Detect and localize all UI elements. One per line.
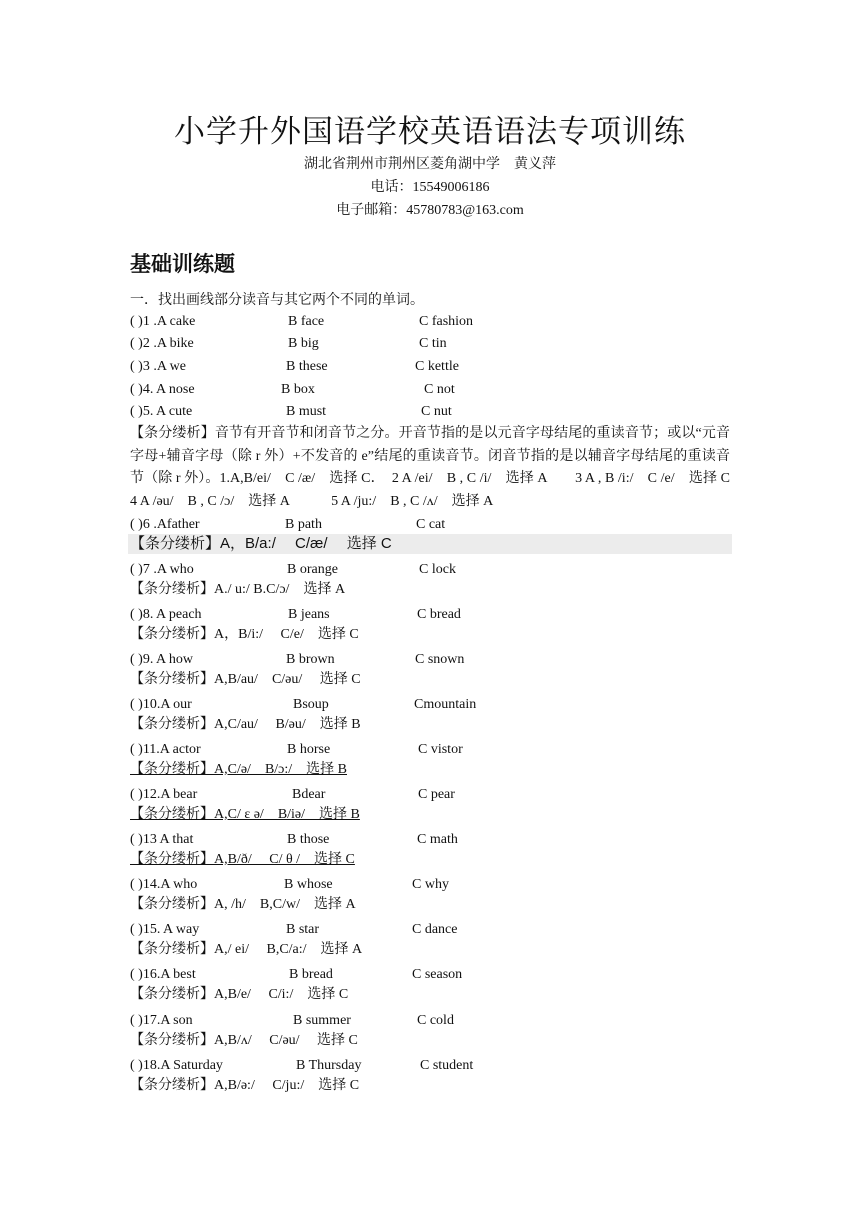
analysis-line: 【条分缕析】A,B/ʌ/ C/əu/ 选择 C [130,1033,358,1048]
question-option-c: C vistor [418,742,463,757]
question-option-a: ( )16.A best [130,967,196,982]
question-option-b: B path [285,517,322,532]
question-option-b: B bread [289,967,333,982]
question-option-b: B summer [293,1013,351,1028]
analysis-line: 【条分缕析】A,C/ə/ B/ɔ:/ 选择 B [130,762,347,777]
question-option-a: ( )17.A son [130,1013,193,1028]
question-option-b: B horse [287,742,331,757]
question-option-c: C lock [419,562,456,577]
question-option-c: C not [424,382,455,397]
question-option-c: C nut [421,404,452,419]
question-option-a: ( )5. A cute [130,404,193,419]
analysis-line: 【条分缕析】A,B/ə:/ C/ju:/ 选择 C [130,1078,360,1093]
question-option-b: B jeans [288,607,330,622]
analysis-line: 【条分缕析】A,B/ð/ C/ θ / 选择 C [130,852,355,867]
analysis-line: 【条分缕析】A./ u:/ B.C/ɔ/ 选择 A [130,582,346,597]
question-option-b: Bdear [292,787,326,802]
question-option-a: ( )3 .A we [130,359,186,374]
question-option-c: C season [412,967,463,982]
question-option-a: ( )4. A nose [130,382,195,397]
question-option-c: C cat [416,517,446,532]
section-title: 基础训练题 [130,252,235,276]
question-option-a: ( )10.A our [130,697,192,712]
question-option-b: B brown [286,652,335,667]
question-option-c: C student [420,1058,474,1073]
question-option-a: ( )13 A that [130,832,194,847]
question-option-c: C pear [418,787,455,802]
question-option-a: ( )14.A who [130,877,198,892]
question-option-b: B star [286,922,320,937]
question-option-a: ( )8. A peach [130,607,202,622]
author-line: 湖北省荆州市荆州区菱角湖中学 黄义萍 [304,157,556,172]
question-option-b: B orange [287,562,338,577]
question-option-a: ( )6 .Afather [130,517,200,532]
question-option-c: C dance [412,922,458,937]
question-option-c: C tin [419,336,447,351]
question-option-b: Bsoup [293,697,329,712]
question-option-b: B whose [284,877,333,892]
analysis-line: 【条分缕析】A,B/au/ C/əu/ 选择 C [130,672,361,687]
question-option-b: B face [288,314,325,329]
analysis-line: 【条分缕析】A, /h/ B,C/w/ 选择 A [130,897,356,912]
analysis-line: 【条分缕析】A,/ ei/ B,C/a:/ 选择 A [130,942,363,957]
phone-line: 电话：15549006186 [370,180,490,195]
email-line: 电子邮箱：45780783@163.com [336,203,524,218]
question-option-a: ( )12.A bear [130,787,198,802]
question-option-a: ( )11.A actor [130,742,201,757]
question-option-c: C bread [417,607,461,622]
question-option-c: C cold [417,1013,454,1028]
analysis-line: 【条分缕析】A,B/e/ C/i:/ 选择 C [130,987,349,1002]
question-option-a: ( )1 .A cake [130,314,196,329]
document-title: 小学升外国语学校英语语法专项训练 [174,114,686,149]
question-option-c: C why [412,877,449,892]
question-option-a: ( )15. A way [130,922,200,937]
question-option-a: ( )18.A Saturday [130,1058,223,1073]
question-option-a: ( )2 .A bike [130,336,194,351]
question-option-c: C math [417,832,458,847]
analysis-line: 【条分缕析】A，B/i:/ C/e/ 选择 C [130,627,359,642]
analysis-line: 【条分缕析】A,C/ ε ə/ B/iə/ 选择 B [130,807,360,822]
question-option-c: C kettle [415,359,459,374]
question-option-c: C snown [415,652,465,667]
question-option-c: Cmountain [414,697,477,712]
question-option-b: B must [286,404,327,419]
highlighted-analysis: 【条分缕析】A，B/a:/ C/æ/ 选择 C [128,534,732,554]
question-option-b: B Thursday [296,1058,362,1073]
question-option-a: ( )9. A how [130,652,193,667]
analysis-paragraph: 【条分缕析】音节有开音节和闭音节之分。开音节指的是以元音字母结尾的重读音节；或以“元音字母+辅音字母（除 r 外）+不发音的 e”结尾的重读音节。闭音节指的是以辅音字母结尾的重读音节（除 r 外）。1.A,B/ei/ C /æ/ 选择 C． 2 A /ei/ B , C /i/ 选择 A 3 A , B /i:/ C /e/ 选择 C 4 A /əu/ B , C /ɔ/ 选择 A 5 A /ju:/ B , C /ʌ/ 选择 A [130,426,772,509]
question-option-a: ( )7 .A who [130,562,194,577]
question-option-b: B these [286,359,328,374]
question-option-b: B big [288,336,319,351]
instruction: 一．找出画线部分读音与其它两个不同的单词。 [130,293,424,308]
question-option-b: B those [287,832,330,847]
question-option-b: B box [281,382,315,397]
question-option-c: C fashion [419,314,474,329]
analysis-line: 【条分缕析】A,C/au/ B/əu/ 选择 B [130,717,361,732]
